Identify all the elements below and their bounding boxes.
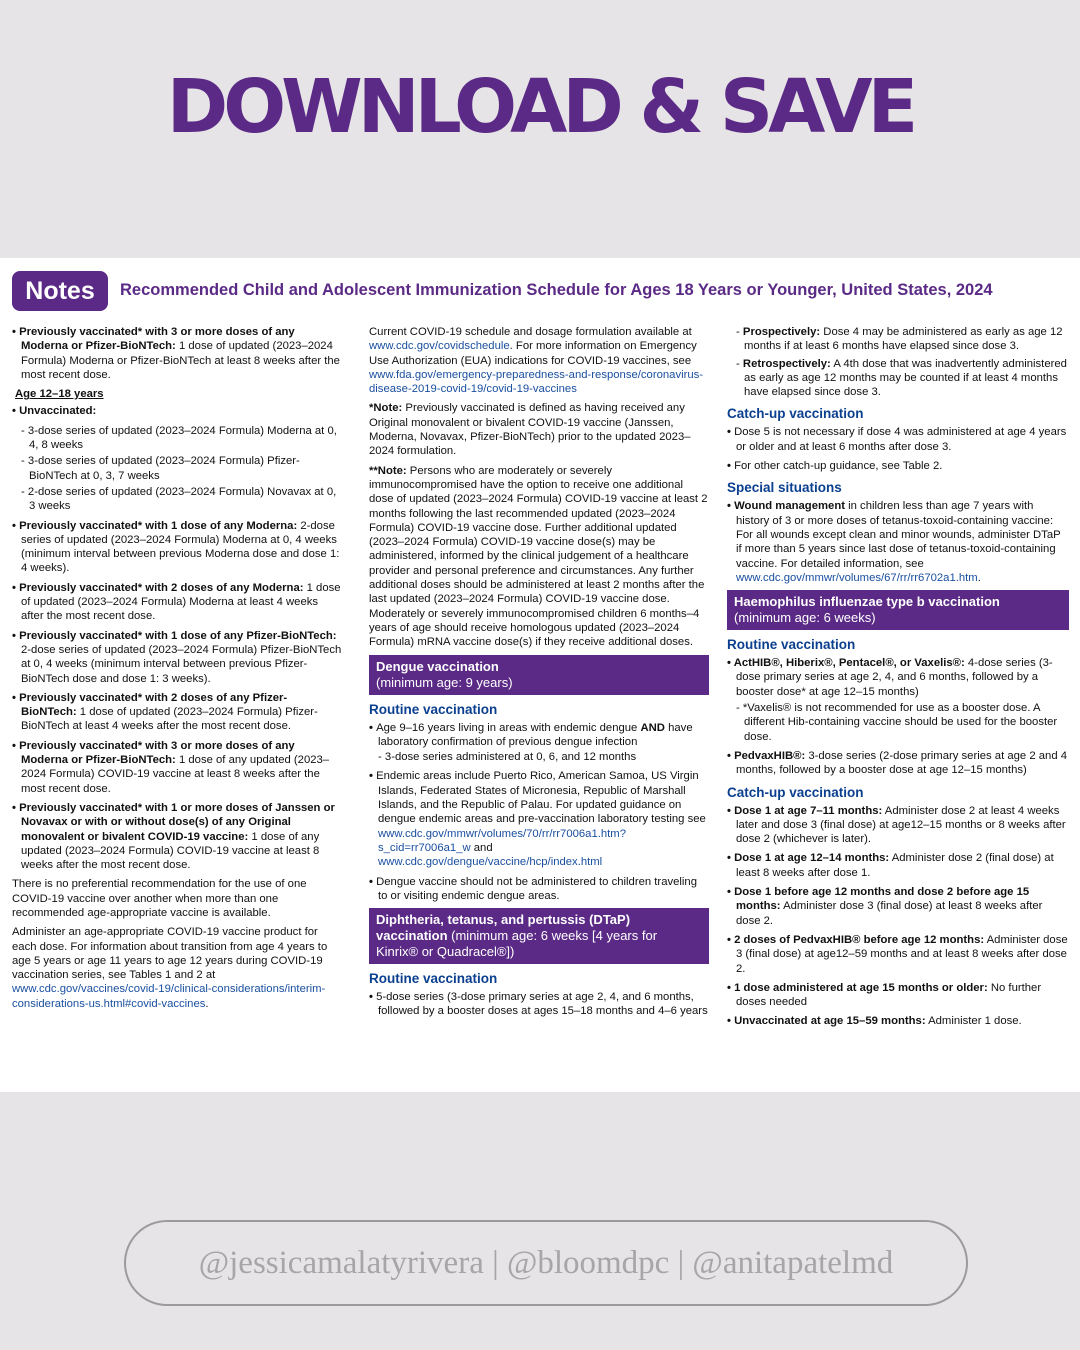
mmwr-tetanus-link[interactable]: www.cdc.gov/mmwr/volumes/67/rr/rr6702a1.htm: [736, 571, 978, 584]
item-head: Previously vaccinated* with 2 doses of any Pfizer-BioNTech:: [19, 691, 288, 719]
item-text: Endemic areas include Puerto Rico, American Samoa, US Virgin Islands, Federated States of Micronesia, Republic of Marshall Islands, and the Republic of Palau. For updated guidance on dengue endemic areas and pre-vaccination laboratory testing see: [376, 770, 706, 826]
section-header: Catch-up vaccination: [727, 784, 864, 800]
sub-item: - 3-dose series of updated (2023–2024 Formula) Pfizer-BioNTech at 0, 3, 7 weeks: [12, 454, 342, 483]
item-head: Dose 1 at age 12–14 months:: [734, 852, 890, 865]
dtap-section-band: [369, 908, 709, 964]
band-subtitle: (minimum age: 6 weeks [4 years for Kinrix® or Quadracel®]): [376, 928, 658, 960]
section-header: Routine vaccination: [369, 701, 498, 717]
item-text: Administer 1 dose.: [925, 1015, 1022, 1028]
age-header: Age 12–18 years: [15, 388, 104, 401]
item-text: 1 dose of updated (2023–2024 Formula) Pfizer-BioNTech at least 4 weeks after the most recent dose.: [21, 706, 318, 733]
item-head: Previously vaccinated* with 1 dose of any Pfizer-BioNTech:: [19, 629, 337, 642]
list-item: [727, 749, 1069, 778]
note-immunocompromised: [369, 464, 709, 650]
band-title: Dengue vaccination: [376, 658, 499, 674]
item-head: Prospectively:: [742, 326, 821, 338]
list-item: [727, 851, 1069, 880]
list-item: • For other catch-up guidance, see Table 2.: [727, 459, 1069, 473]
item-head: Previously vaccinated* with 3 or more doses of any Moderna or Pfizer-BioNTech:: [19, 326, 295, 353]
item-text: 4-dose series (3-dose primary series at age 2, 4, and 6 months, followed by a booster dose* at age 12–15 months): [736, 657, 1053, 698]
item-text: and: [470, 841, 493, 854]
item-text: Dose 4 may be administered as early as age 12 months if at least 6 months have elapsed since dose 3.: [744, 326, 1063, 353]
band-subtitle: (minimum age: 9 years): [376, 674, 513, 690]
item-head: Wound management: [734, 500, 845, 513]
item-head: PedvaxHIB®:: [734, 749, 806, 762]
note-head: **Note:: [369, 464, 407, 477]
item-emphasis: AND: [640, 721, 665, 734]
note-text: Persons who are moderately or severely immunocompromised have the option to receive one additional dose of updated (2023–2024 Formula) COVID-19 vaccine at least 2 months following the last recommended updated (2023–2024 Formula) COVID-19 vaccine dose. Further additional updated (2023–2024 Formula) COVID-19 vaccine dose(s) may be administered, informed by the clinical judgement of a healthcare provider and personal preference and circumstances. Any further additional doses should be administered at least 2 months after the last updated (2023–2024 Formula) COVID-19 vaccine dose. Moderately or severely immunocompromised children 6 months–4 years of age should receive homologous updated (2023–2024 Formula) mRNA vaccine dose(s) if they receive additional doses.: [369, 464, 708, 649]
item-head: Previously vaccinated* with 1 or more doses of Janssen or Novavax or with or without dose(s) of any Original monovalent or bivalent COVID-19 vaccine:: [19, 801, 335, 843]
item-head: Unvaccinated at age 15–59 months:: [734, 1015, 926, 1028]
list-item: • Dengue vaccine should not be administered to children traveling to or visiting endemic dengue areas.: [369, 875, 709, 904]
list-item: [12, 581, 342, 624]
list-item: [12, 325, 342, 382]
item-head: 1 dose administered at age 15 months or older:: [734, 981, 988, 994]
paragraph: There is no preferential recommendation for the use of one COVID-19 vaccine over another when more than one recommended age-appropriate vaccine is available.: [12, 878, 307, 919]
list-item: [727, 804, 1069, 847]
item-head: ActHIB®, Hiberix®, Pentacel®, or Vaxelis®:: [733, 657, 965, 670]
column-2: [369, 325, 709, 1024]
band-title: Diphtheria, tetanus, and pertussis (DTaP) vaccination: [376, 912, 631, 944]
sub-item: [727, 357, 1069, 400]
dengue-section-band: [369, 655, 709, 695]
list-item: [12, 739, 342, 796]
item-text: .: [977, 571, 981, 584]
item-text: 1 dose of updated (2023–2024 Formula) Moderna at least 4 weeks after the most recent dose.: [21, 581, 341, 623]
sub-item: - 3-dose series administered at 0, 6, and 12 months: [369, 750, 709, 764]
list-item: [12, 691, 342, 734]
list-item: [12, 629, 342, 686]
list-item: [727, 885, 1069, 928]
fda-covid-vaccines-link[interactable]: www.fda.gov/emergency-preparedness-and-response/coronavirus-disease-2019-covid-19/covid-19-vaccines: [369, 368, 704, 396]
item-head: 2 doses of PedvaxHIB® before age 12 months:: [734, 933, 985, 946]
item-text: 1 dose of updated (2023–2024 Formula) Moderna or Pfizer-BioNTech at least 8 weeks after the most recent dose.: [21, 340, 340, 381]
paragraph: [12, 925, 342, 1011]
page-headline: DOWNLOAD & SAVE: [166, 64, 914, 150]
note-head: *Note:: [369, 402, 403, 415]
sub-item: - 2-dose series of updated (2023–2024 Formula) Novavax at 0, 3 weeks: [12, 485, 342, 514]
paragraph-text: .: [205, 997, 209, 1010]
item-head: Dose 1 before age 12 months and dose 2 before age 15 months:: [734, 886, 1030, 913]
paragraph-text: Administer an age-appropriate COVID-19 vaccine product for each dose. For information about transition from age 4 years to age 5 years or age 11 years to age 12 years during COVID-19 vaccination series, see Tables 1 and 2 at: [12, 926, 328, 982]
list-item: [369, 721, 709, 750]
item-text: 2-dose series of updated (2023–2024 Formula) Moderna at 0, 4 weeks (minimum interval between previous Moderna dose and dose 1: 4 weeks).: [21, 519, 340, 575]
list-item: [727, 656, 1069, 699]
notes-badge: Notes: [12, 271, 108, 311]
column-1: [12, 325, 342, 1016]
covidschedule-link[interactable]: www.cdc.gov/covidschedule: [369, 340, 510, 353]
note-text: Previously vaccinated is defined as having received any Original monovalent or bivalent COVID-19 vaccine (Janssen, Moderna, Novavax, Pfizer-BioNTech) prior to the updated 2023–2024 formulation.: [369, 402, 691, 458]
social-handles: @jessicamalatyrivera | @bloomdpc | @anitapatelmd: [124, 1220, 968, 1306]
cdc-dengue-link[interactable]: www.cdc.gov/dengue/vaccine/hcp/index.html: [378, 856, 603, 869]
item-text: A 4th dose that was inadvertently administered as early as age 12 months may be counted if at least 4 months have elapsed since dose 3.: [744, 357, 1067, 399]
list-item: [727, 981, 1069, 1010]
list-item: [12, 404, 342, 418]
item-text: Administer dose 2 (final dose) at least 8 weeks after dose 1.: [736, 852, 1054, 879]
hib-section-band: [727, 590, 1069, 630]
list-item: [727, 499, 1069, 585]
list-item: [369, 769, 709, 869]
item-text: Administer dose 3 (final dose) at least 8 weeks after dose 2.: [736, 900, 1043, 927]
item-text: Administer dose 3 (final dose) at age12–59 months and at least 8 weeks after dose 2.: [736, 933, 1068, 975]
item-head: Dose 1 at age 7–11 months:: [734, 804, 883, 817]
band-title: Haemophilus influenzae type b vaccination: [734, 594, 1000, 610]
item-text: have laboratory confirmation of previous dengue infection: [378, 721, 693, 748]
band-subtitle: (minimum age: 6 weeks): [734, 610, 876, 626]
section-header: Special situations: [727, 480, 842, 496]
item-head: Retrospectively:: [742, 357, 831, 370]
sub-item: - 3-dose series of updated (2023–2024 Formula) Moderna at 0, 4, 8 weeks: [12, 424, 342, 453]
sheet-title: Recommended Child and Adolescent Immunization Schedule for Ages 18 Years or Younger, United States, 2024: [120, 281, 993, 299]
sub-item: - *Vaxelis® is not recommended for use as a booster dose. A different Hib-containing vaccine should be used for the booster dose.: [727, 701, 1069, 744]
item-text: 3-dose series (2-dose primary series at age 2 and 4 months, followed by a booster dose at age 12–15 months): [736, 749, 1068, 777]
list-item: [727, 1014, 1069, 1028]
list-item: [12, 801, 342, 872]
section-header: Routine vaccination: [369, 971, 498, 987]
notes-sheet: [0, 258, 1080, 1092]
column-3: [727, 325, 1069, 1034]
item-text: 1 dose of any updated (2023–2024 Formula) COVID-19 vaccine at least 8 weeks after the most recent dose.: [21, 754, 330, 795]
item-text: 1 dose of any updated (2023–2024 Formula) COVID-19 vaccine at least 8 weeks after the most recent dose.: [21, 830, 320, 872]
paragraph: [369, 325, 709, 396]
list-item: • 5-dose series (3-dose primary series at age 2, 4, and 6 months, followed by a booster doses at ages 15–18 months and 4–6 years: [369, 990, 709, 1019]
list-item: • Dose 5 is not necessary if dose 4 was administered at age 4 years or older and at least 6 months after dose 3.: [727, 425, 1069, 454]
paragraph-text: Current COVID-19 schedule and dosage formulation available at: [369, 326, 692, 338]
sub-item: [727, 325, 1069, 354]
paragraph-text: . For more information on Emergency Use Authorization (EUA) indications for COVID-19 vaccines, see: [369, 340, 697, 367]
list-item: [727, 933, 1069, 976]
list-item: [12, 519, 342, 576]
item-text: No further doses needed: [736, 981, 1042, 1009]
item-text: Age 9–16 years living in areas with endemic dengue: [376, 721, 641, 734]
item-head: Previously vaccinated* with 2 doses of any Moderna:: [19, 581, 304, 594]
note-previously-vaccinated: [369, 401, 709, 458]
item-text: in children less than age 7 years with history of 3 or more doses of tetanus-toxoid-containing vaccine: For all wounds except clean and minor wounds, administer DTaP if more than 5 years since last dose of tetanus-toxoid-containing vaccine. For detailed information, see: [736, 500, 1061, 570]
item-text: 2-dose series of updated (2023–2024 Formula) Pfizer-BioNTech at 0, 4 weeks (minimum interval between previous Pfizer-BioNTech dose and dose 1: 3 weeks).: [21, 643, 342, 685]
item-text: Administer dose 2 at least 4 weeks later and dose 3 (final dose) at age12–15 months or 8 weeks after dose 2 (whichever is later).: [736, 804, 1066, 846]
covid-considerations-link[interactable]: www.cdc.gov/vaccines/covid-19/clinical-considerations/interim-considerations-us.html#covid-vaccines: [12, 983, 326, 1010]
item-head: Previously vaccinated* with 1 dose of any Moderna:: [19, 519, 298, 532]
mmwr-dengue-link[interactable]: www.cdc.gov/mmwr/volumes/70/rr/rr7006a1.htm?s_cid=rr7006a1_w: [378, 827, 626, 854]
section-header: Routine vaccination: [727, 637, 856, 653]
item-head: Previously vaccinated* with 3 or more doses of any Moderna or Pfizer-BioNTech:: [19, 739, 295, 767]
item-head: Unvaccinated:: [19, 405, 97, 418]
section-header: Catch-up vaccination: [727, 406, 864, 422]
